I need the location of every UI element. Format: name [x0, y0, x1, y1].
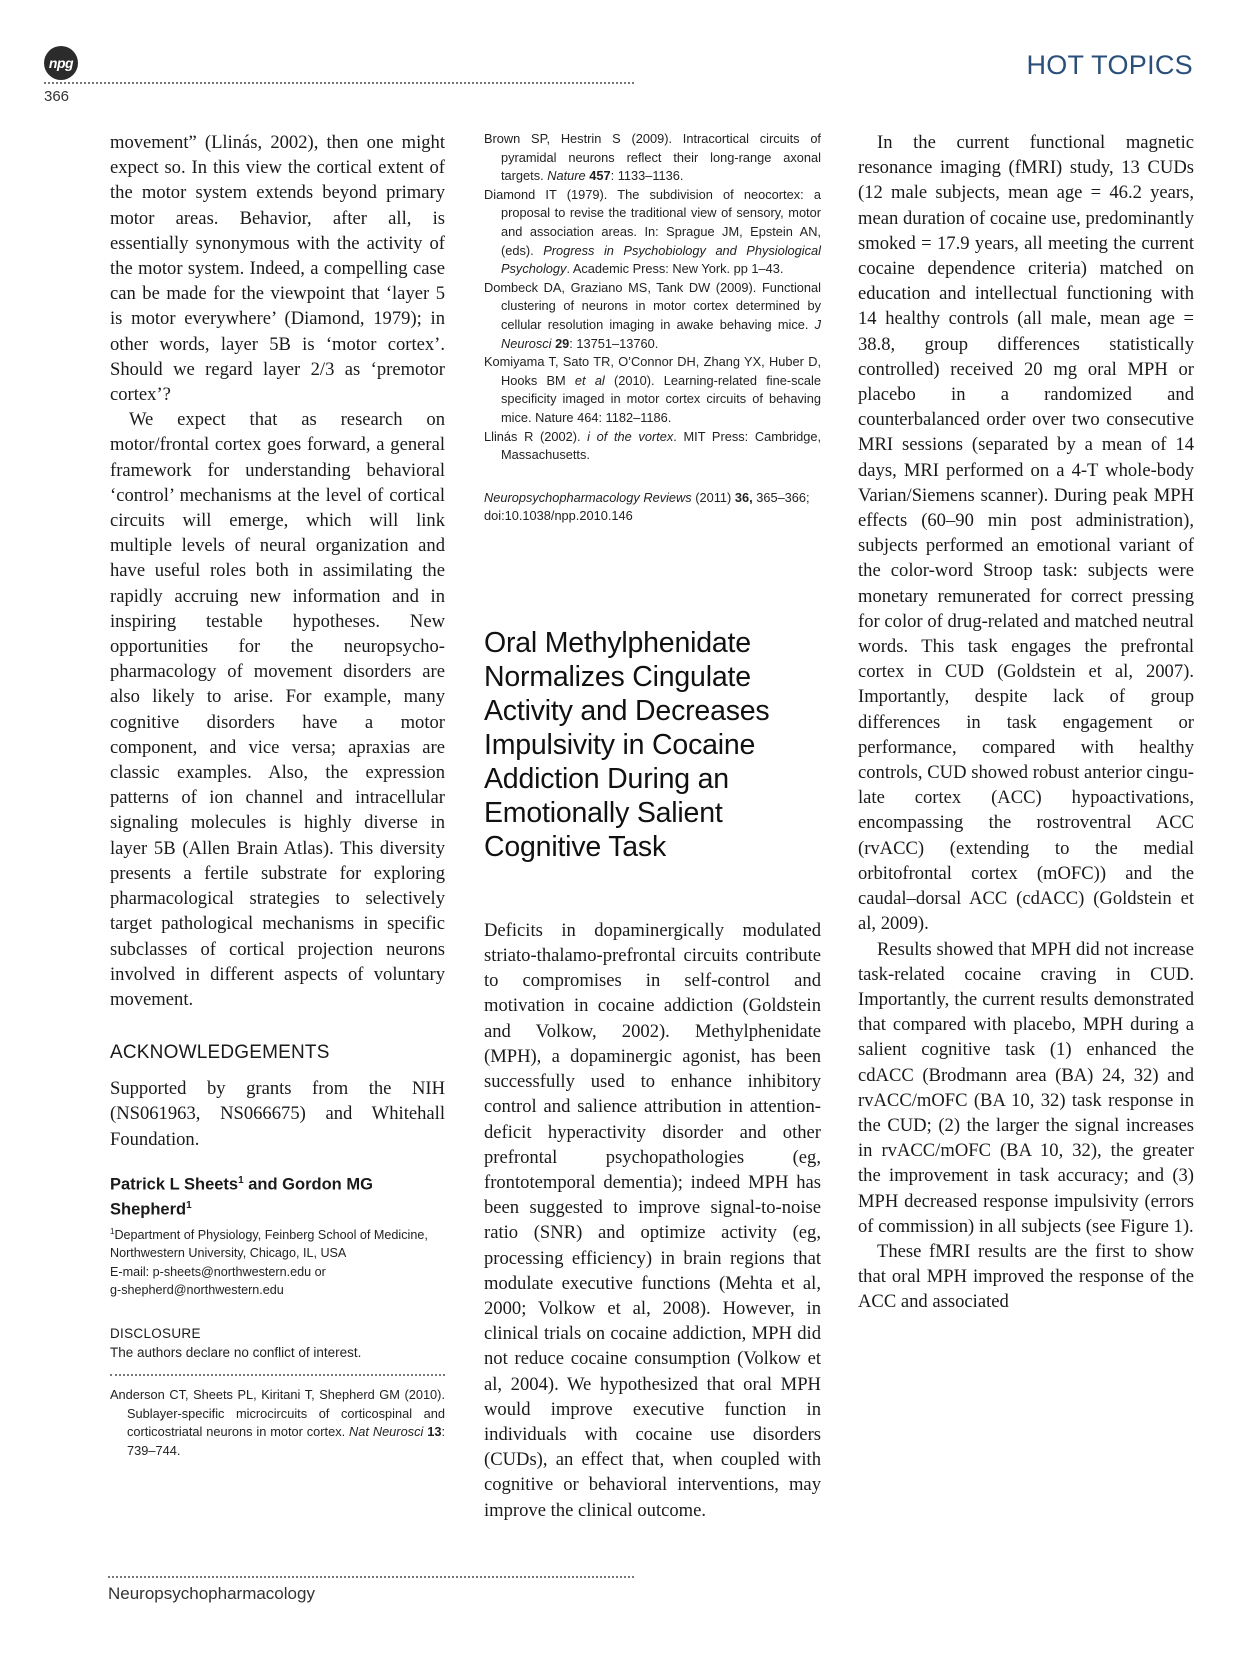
section-title: HOT TOPICS	[1026, 50, 1193, 80]
references-divider	[110, 1374, 445, 1376]
affiliation-marker: 1	[238, 1174, 244, 1186]
affiliation-marker: 1	[186, 1200, 192, 1212]
column-3	[858, 130, 1194, 1315]
article-body	[484, 918, 821, 1523]
reference-item: Komiyama T, Sato TR, O’Connor DH, Zhang YX, Huber D, Hooks BM et al (2010). Learning-related fine-scale specificity imaged in motor cortex circuits of behaving mice. Nature 464: 1182–1186.	[484, 354, 821, 425]
disclosure-heading: DISCLOSURE	[110, 1325, 201, 1341]
body-paragraph: Results showed that MPH did not increase task-related cocaine craving in CUD. Importantly, the current results demonstrated that compared with placebo, MPH during a salient cognitive task (1) enhanced the cdACC (Brodmann area (BA) 24, 32) and rvACC/mOFC (BA 10, 32) task response in the CUD; (2) the larger the signal increases in rvACC/mOFC (BA 10, 32), the greater the improvement in task accuracy; and (3) MPH decreased response impulsivity (errors of commission) in all subjects (see Figure 1).	[858, 938, 1194, 1237]
body-paragraph: In the current functional magnetic resonance imaging (fMRI) study, 13 CUDs (12 male subjects, mean age = 46.2 years, mean duration of cocaine use, predominantly smoked = 17.9 years, all meeting the current cocaine dependence criteria) matched on education and intellectual functioning with 14 healthy controls (all male, mean age = 38.8, group differences statistically controlled) received 20 mg oral MPH or placebo in a randomized and counterbalanced order over two consecutive MRI sessions (separated by a mean of 14 days, MRI performed on a 4-T whole-body Varian/Siemens scanner). During peak MPH effects (60–90 min post administration), subjects performed an emotional variant of the color-word Stroop task: subjects were monetary remunerated for correct pressing for color of drug-related and matched neutral words. This task engages the prefrontal cortex in CUD (Goldstein et al, 2007). Importantly, despite lack of group differences in task engagement or performance, compared with healthy controls, CUD showed robust anterior cingulate cortex (ACC) hypoactivations, encompassing the rostroventral ACC (rvACC) (extending to the medial orbitofrontal cortex (mOFC)) and the caudal–dorsal ACC (cdACC) (Goldstein et al, 2009).	[858, 132, 1194, 935]
reference-item: Dombeck DA, Graziano MS, Tank DW (2009). Functional clustering of neurons in motor cortex determined by cellular resolution imaging in awake behaving mice. J Neurosci 29: 13751–13760.	[484, 279, 821, 351]
reference-item: Diamond IT (1979). The subdivision of neocortex: a proposal to revise the traditional view of sensory, motor and association areas. In: Sprague JM, Epstein AN, (eds). Progress in Psychobiology and Physiological Psychology. Academic Press: New York. pp 1–43.	[484, 186, 821, 277]
footer-divider	[108, 1576, 634, 1578]
journal-footer: Neuropsychopharmacology	[108, 1584, 315, 1603]
article-citation: Neuropsychopharmacology Reviews (2011) 36, 365–366; doi:10.1038/npp.2010.146	[484, 489, 810, 524]
reference-item: Brown SP, Hestrin S (2009). Intracortical circuits of pyramidal neurons reflect their long-range axonal targets. Nature 457: 1133–1136.	[484, 131, 821, 184]
body-paragraph: We expect that as research on motor/frontal cortex goes forward, a general framework for understanding behavioral ‘control’ mechanisms at the level of cortical circuits will emerge, which will link multiple levels of neural organization and have useful roles both in assimilating the rapidly accruing new information and in inspiring testable hypotheses. New opportunities for the neuropsychopharmacology of movement disorders are also likely to arise. For example, many cognitive disorders have a motor component, and vice versa; apraxias are classic examples. Also, the expression patterns of ion channel and intracellular signaling molecules is highly diverse in layer 5B (Allen Brain Atlas). This diversity presents a fertile substrate for exploring pharmacological strategies to selectively target pathological mechanisms in specific subclasses of cortical projection neurons involved in different aspects of voluntary movement.	[110, 409, 445, 1010]
author-connector: and	[243, 1175, 283, 1194]
email-line[interactable]: g-shepherd@northwestern.edu	[110, 1283, 284, 1298]
reference-item: Llinás R (2002). i of the vortex. MIT Press: Cambridge, Massachusetts.	[484, 428, 821, 463]
disclosure-text: The authors declare no conflict of interest.	[110, 1344, 362, 1360]
article-title: Oral Methylphenidate Normalizes Cingulate Activity and Decreases Impulsivity in Cocaine Addiction During an Emotionally Salient Cognitive Task	[484, 626, 770, 863]
reference-list	[484, 130, 821, 465]
author-line	[110, 1170, 445, 1221]
affiliation	[110, 1223, 445, 1300]
page-number: 366	[44, 88, 70, 105]
author-name: Gordon MG Shepherd	[110, 1175, 373, 1219]
reference-list	[110, 1386, 445, 1460]
author-name: Patrick L Sheets	[110, 1175, 239, 1194]
body-paragraph: Deficits in dopaminergically modulated striato-thalamo-prefrontal circuits contribute to compromises in self-control and motivation in cocaine addiction (Goldstein and Volkow, 2002). Methylphenidate (MPH), a dopaminergic agonist, has been successfully used to enhance inhibitory control and salience attribution in attention-deficit hyperactivity disorder and other prefrontal psychopathologies (eg, frontotemporal dementia); indeed MPH has been suggested to improve signal-to-noise ratio (SNR) and optimize activity (eg, processing efficiency) in brain regions that modulate executive functions (Mehta et al, 2000; Volkow et al, 2008). However, in clinical trials on cocaine addiction, MPH did not reduce cocaine consumption (Volkow et al, 2004). We hypothesized that oral MPH would improve executive function in individuals with cocaine use disorders (CUDs), an effect that, when coupled with cognitive or behavioral interventions, may improve the clinical outcome.	[484, 919, 821, 1521]
affiliation-text	[110, 1223, 445, 1263]
body-paragraph: movement” (Llinás, 2002), then one might expect so. In this view the cortical extent of the motor system extends beyond primary motor areas. Behavior, after all, is essentially synonymous with the activity of the motor system. Indeed, a compelling case can be made for the viewpoint that ‘layer 5 is motor everywhere’ (Diamond, 1979); in other words, layer 5B is ‘motor cortex’. Should we regard layer 2/3 as ‘premotor cortex’?	[110, 132, 445, 406]
npg-logo: npg	[44, 46, 78, 80]
affiliation-address: Department of Physiology, Feinberg School of Medicine, Northwestern University, Chicago, IL, USA	[110, 1227, 428, 1261]
citation-journal: Neuropsychopharmacology Reviews	[484, 489, 692, 505]
reference-item: Anderson CT, Sheets PL, Kiritani T, Shepherd GM (2010). Sublayer-specific microcircuits of corticospinal and corticostriatal neurons in motor cortex. Nat Neurosci 13: 739–744.	[110, 1386, 445, 1458]
affiliation-marker: 1	[110, 1226, 115, 1236]
body-paragraph: These fMRI results are the first to show that oral MPH improved the response of the ACC and associated	[858, 1240, 1194, 1313]
column-1	[110, 130, 445, 1460]
header-divider	[44, 82, 634, 84]
column-2	[484, 130, 821, 1523]
acknowledgements-heading: ACKNOWLEDGEMENTS	[110, 1042, 330, 1064]
acknowledgements-text: Supported by grants from the NIH (NS061963, NS066675) and Whitehall Foundation.	[110, 1078, 445, 1150]
email-line[interactable]: E-mail: p-sheets@northwestern.edu or	[110, 1264, 326, 1279]
